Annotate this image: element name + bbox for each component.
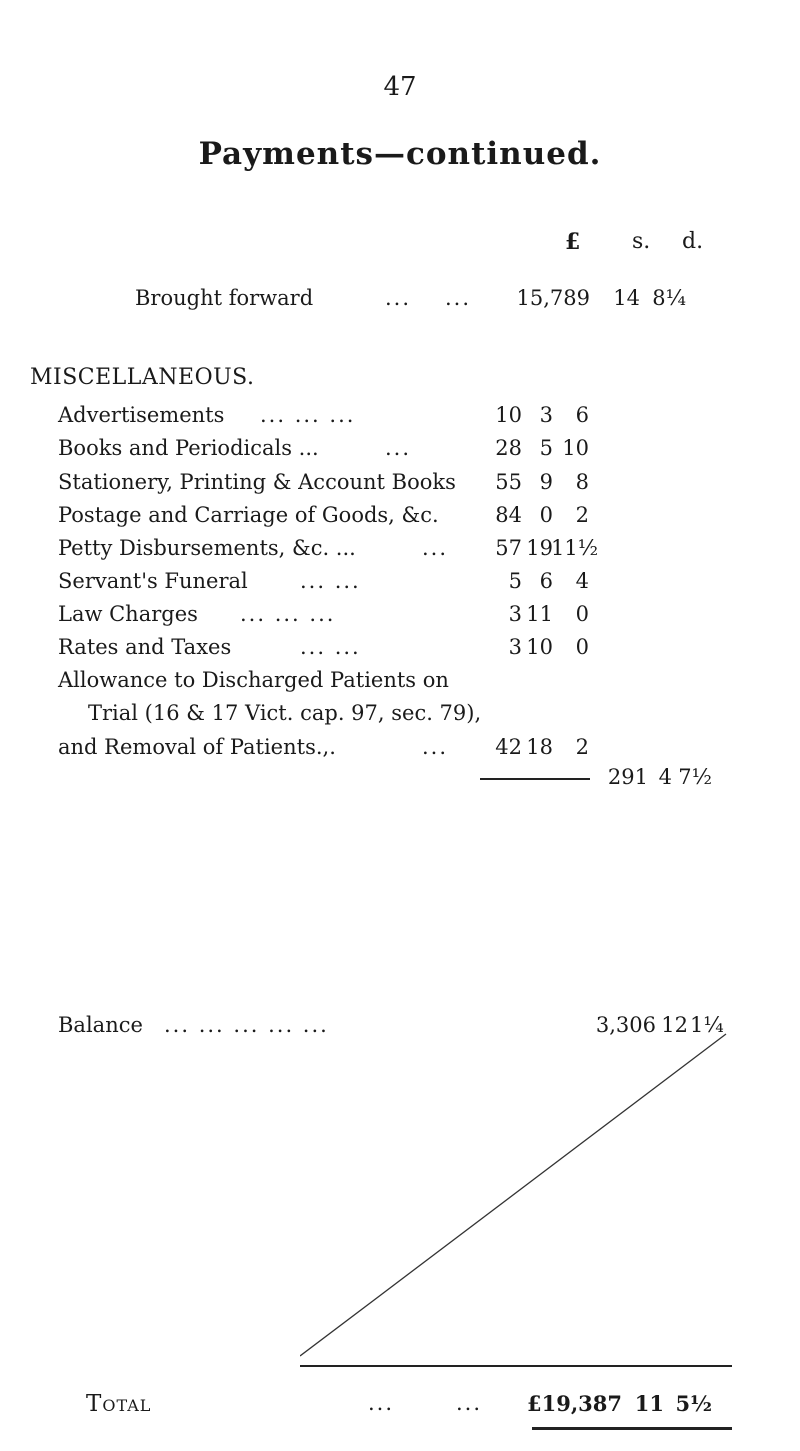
item-pounds: 10	[495, 403, 522, 427]
allowance-line-1: Allowance to Discharged Patients on	[58, 668, 449, 692]
item-pounds: 55	[495, 470, 522, 494]
allowance-shillings: 18	[526, 735, 553, 759]
total-label: Total	[86, 1391, 152, 1417]
misc-total-pence: 7½	[678, 765, 712, 789]
diagonal-cancel-line	[300, 1030, 730, 1360]
item-leader: ... ... ...	[240, 602, 336, 626]
item-pence: 10	[562, 436, 589, 460]
allowance-leader: ...	[422, 735, 449, 759]
allowance-line-3: and Removal of Patients.,.	[58, 735, 336, 759]
brought-forward-shillings: 14	[613, 286, 640, 310]
page-title: Payments—continued.	[198, 136, 602, 172]
item-leader: ... ...	[300, 569, 361, 593]
total-pounds: £19,387	[527, 1391, 622, 1416]
allowance-pence: 2	[575, 735, 589, 759]
item-label: Law Charges	[58, 602, 198, 626]
item-label: Rates and Taxes	[58, 635, 232, 659]
item-label: Advertisements	[58, 403, 225, 427]
item-pence: 0	[575, 602, 589, 626]
item-label: Postage and Carriage of Goods, &c.	[58, 503, 439, 527]
section-heading: MISCELLANEOUS.	[30, 365, 255, 390]
total-pence: 5½	[675, 1391, 712, 1416]
item-label: Stationery, Printing & Account Books	[58, 470, 456, 494]
pence-header: d.	[682, 229, 704, 254]
brought-forward-leader-2: ...	[445, 286, 472, 310]
item-shillings: 3	[539, 403, 553, 427]
misc-total-pounds: 291	[607, 765, 648, 789]
item-pounds: 28	[495, 436, 522, 460]
item-pounds: 5	[508, 569, 522, 593]
brought-forward-label: Brought forward	[135, 286, 314, 310]
item-label: Books and Periodicals ...	[58, 436, 319, 460]
item-label: Petty Disbursements, &c. ...	[58, 536, 356, 560]
item-shillings: 9	[539, 470, 553, 494]
total-leader-2: ...	[456, 1391, 483, 1415]
item-leader: ... ... ...	[260, 403, 356, 427]
item-shillings: 10	[526, 635, 553, 659]
item-leader: ... ...	[300, 635, 361, 659]
item-pence: 8	[575, 470, 589, 494]
item-shillings: 0	[539, 503, 553, 527]
item-pounds: 3	[508, 602, 522, 626]
total-shillings: 11	[634, 1391, 664, 1416]
item-shillings: 6	[539, 569, 553, 593]
item-pounds: 3	[508, 635, 522, 659]
shillings-header: s.	[632, 229, 651, 254]
allowance-pounds: 42	[495, 735, 522, 759]
item-pence: 0	[575, 635, 589, 659]
balance-leader: ... ... ... ... ...	[164, 1013, 329, 1037]
item-label: Servant's Funeral	[58, 569, 248, 593]
subtotal-rule	[480, 778, 590, 780]
item-pence: 11½	[551, 536, 599, 560]
balance-pounds: 3,306	[595, 1013, 656, 1037]
balance-label: Balance	[58, 1013, 143, 1037]
page-number: 47	[383, 72, 417, 102]
item-shillings: 5	[539, 436, 553, 460]
brought-forward-leader-1: ...	[385, 286, 412, 310]
total-leader-1: ...	[368, 1391, 395, 1415]
brought-forward-pence: 8¼	[652, 286, 686, 310]
brought-forward-pounds: 15,789	[516, 286, 590, 310]
item-leader: ...	[422, 536, 449, 560]
item-shillings: 11	[526, 602, 553, 626]
item-pounds: 57	[495, 536, 522, 560]
total-rule-top	[300, 1365, 732, 1367]
item-leader: ...	[385, 436, 412, 460]
item-pence: 4	[575, 569, 589, 593]
total-double-rule	[532, 1427, 732, 1430]
balance-pence: 1¼	[690, 1013, 724, 1037]
allowance-line-2: Trial (16 & 17 Vict. cap. 97, sec. 79),	[88, 701, 482, 725]
balance-shillings: 12	[661, 1013, 688, 1037]
item-shillings: 19	[526, 536, 553, 560]
item-pence: 2	[575, 503, 589, 527]
item-pounds: 84	[495, 503, 522, 527]
misc-total-shillings: 4	[658, 765, 672, 789]
item-pence: 6	[575, 403, 589, 427]
pounds-header: £	[565, 229, 581, 255]
